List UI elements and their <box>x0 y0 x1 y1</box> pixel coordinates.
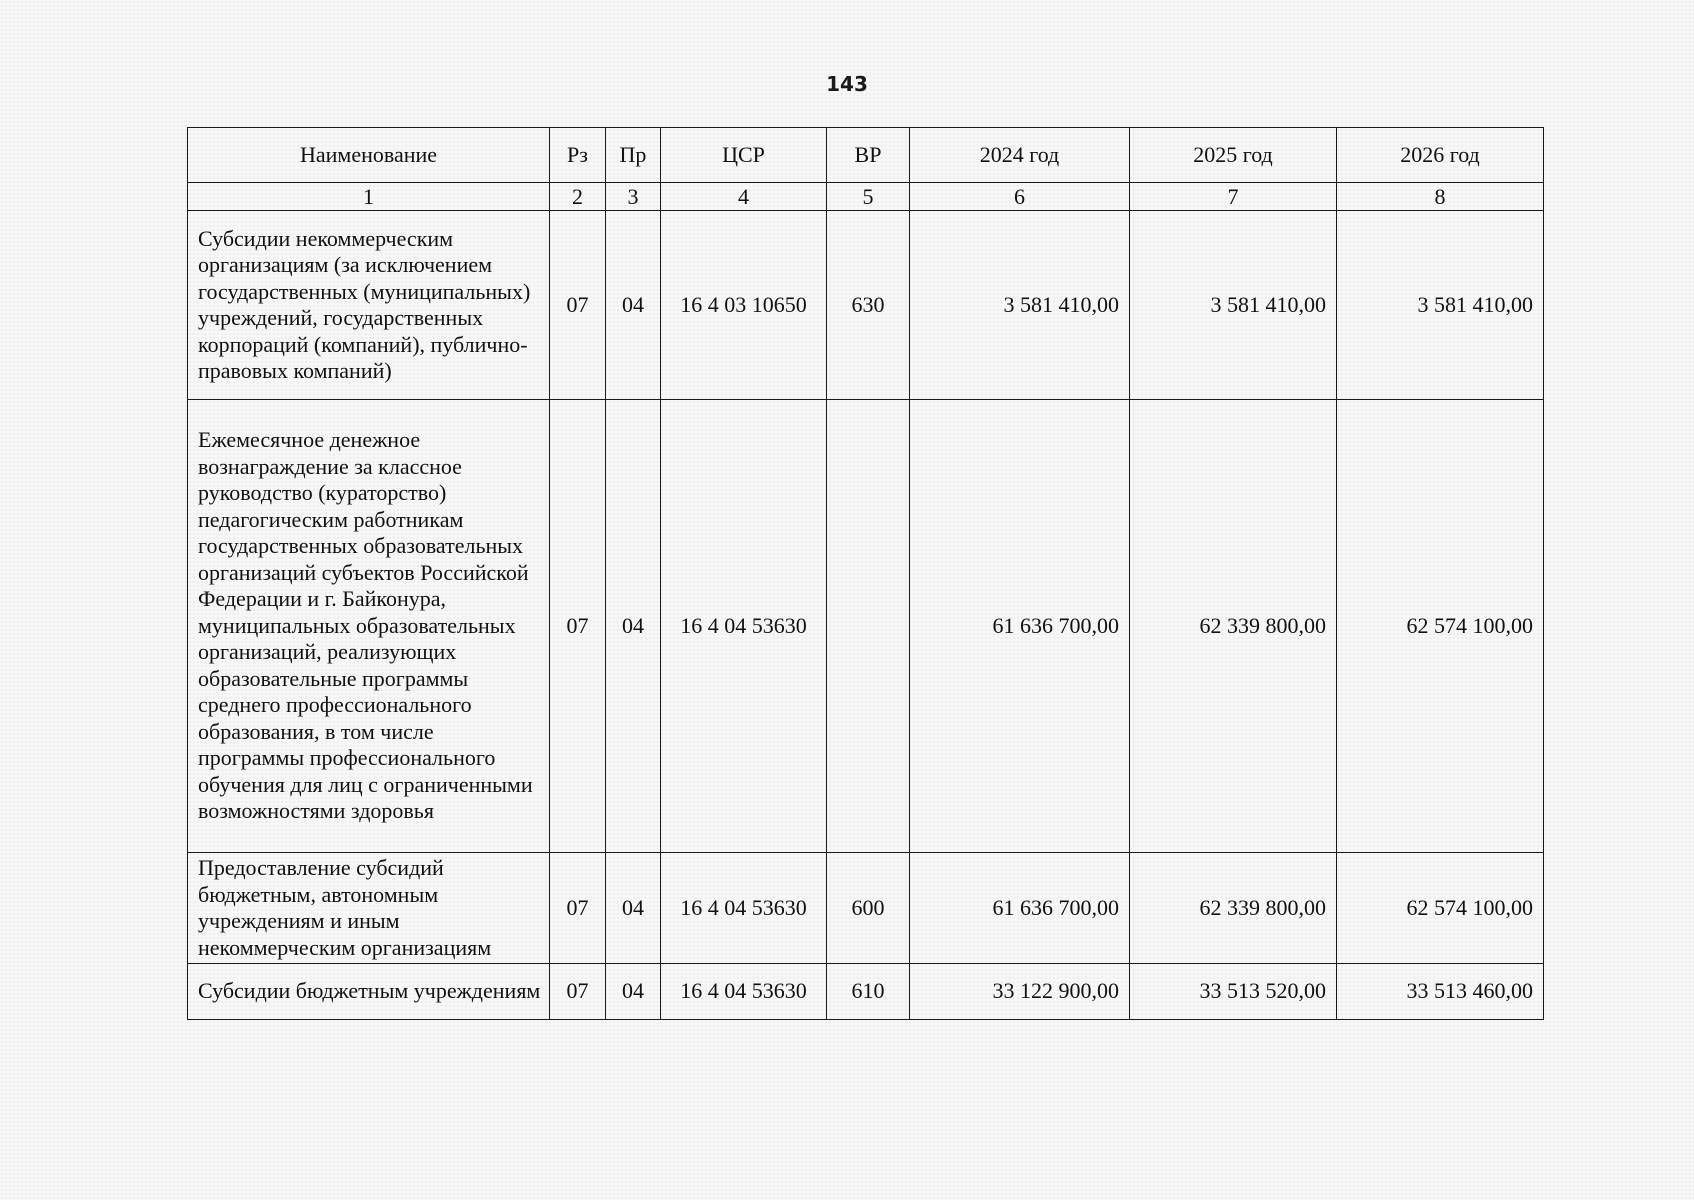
header-pr: Пр <box>606 128 661 183</box>
column-number: 6 <box>910 183 1130 211</box>
row-csr: 16 4 04 53630 <box>661 400 827 853</box>
header-name: Наименование <box>188 128 550 183</box>
column-number: 8 <box>1337 183 1544 211</box>
row-pr: 04 <box>606 211 661 400</box>
header-rz: Рз <box>550 128 606 183</box>
row-rz: 07 <box>550 400 606 853</box>
header-2025: 2025 год <box>1130 128 1337 183</box>
row-amount-2024: 61 636 700,00 <box>910 853 1130 964</box>
table-row <box>188 211 1544 400</box>
table-row <box>188 400 1544 853</box>
row-amount-2025: 62 339 800,00 <box>1130 400 1337 853</box>
row-vr: 610 <box>827 964 910 1020</box>
page-number: 143 <box>826 72 868 96</box>
row-name: Ежемесячное денежное вознаграждение за классное руководство (кураторство) педагогическим работникам государственных образовательных организаций субъектов Российской Федерации и г. Байконура, муниципальных образовательных организаций, реализующих образовательные программы среднего профессионального образования, в том числе программы профессионального обучения для лиц с ограниченными возможностями здоровья <box>188 400 550 853</box>
row-vr: 600 <box>827 853 910 964</box>
row-pr: 04 <box>606 400 661 853</box>
column-number: 1 <box>188 183 550 211</box>
column-number: 3 <box>606 183 661 211</box>
column-number: 4 <box>661 183 827 211</box>
column-number-row <box>188 183 1544 211</box>
row-csr: 16 4 03 10650 <box>661 211 827 400</box>
row-vr <box>827 400 910 853</box>
row-name: Субсидии бюджетным учреждениям <box>188 964 550 1020</box>
column-number: 5 <box>827 183 910 211</box>
row-rz: 07 <box>550 853 606 964</box>
budget-table <box>187 127 1544 1020</box>
row-rz: 07 <box>550 211 606 400</box>
row-csr: 16 4 04 53630 <box>661 964 827 1020</box>
row-amount-2024: 33 122 900,00 <box>910 964 1130 1020</box>
row-amount-2025: 33 513 520,00 <box>1130 964 1337 1020</box>
row-amount-2026: 62 574 100,00 <box>1337 853 1544 964</box>
header-row <box>188 128 1544 183</box>
row-csr: 16 4 04 53630 <box>661 853 827 964</box>
column-number: 7 <box>1130 183 1337 211</box>
row-amount-2026: 62 574 100,00 <box>1337 400 1544 853</box>
row-amount-2025: 3 581 410,00 <box>1130 211 1337 400</box>
row-rz: 07 <box>550 964 606 1020</box>
row-amount-2024: 3 581 410,00 <box>910 211 1130 400</box>
table-row <box>188 964 1544 1020</box>
row-vr: 630 <box>827 211 910 400</box>
row-name: Предоставление субсидий бюджетным, автономным учреждениям и иным некоммерческим организациям <box>188 853 550 964</box>
header-vr: ВР <box>827 128 910 183</box>
row-name: Субсидии некоммерческим организациям (за исключением государственных (муниципальных) учреждений, государственных корпораций (компаний), публично-правовых компаний) <box>188 211 550 400</box>
column-number: 2 <box>550 183 606 211</box>
row-amount-2026: 33 513 460,00 <box>1337 964 1544 1020</box>
row-amount-2024: 61 636 700,00 <box>910 400 1130 853</box>
header-2024: 2024 год <box>910 128 1130 183</box>
table-row <box>188 853 1544 964</box>
row-amount-2025: 62 339 800,00 <box>1130 853 1337 964</box>
header-2026: 2026 год <box>1337 128 1544 183</box>
row-pr: 04 <box>606 964 661 1020</box>
row-amount-2026: 3 581 410,00 <box>1337 211 1544 400</box>
row-pr: 04 <box>606 853 661 964</box>
header-csr: ЦСР <box>661 128 827 183</box>
